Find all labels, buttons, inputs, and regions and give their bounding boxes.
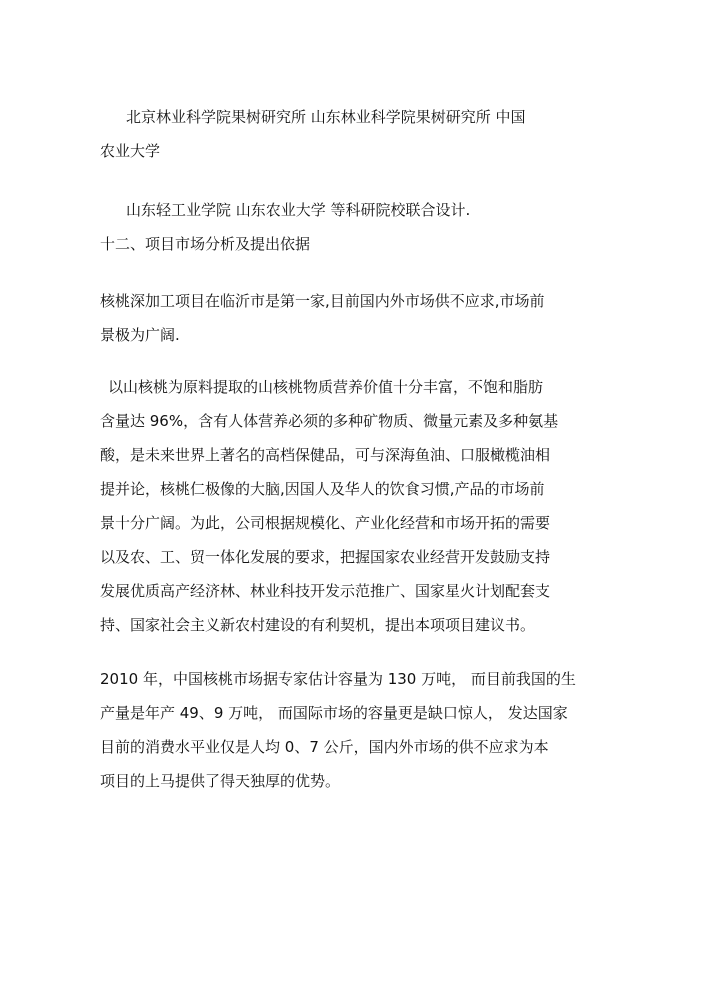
text-line: 产量是年产 49、9 万吨， 而国际市场的容量更是缺口惊人， 发达国家: [100, 704, 568, 722]
text-line: 目前的消费水平业仅是人均 0、7 公斤，国内外市场的供不应求为本: [100, 738, 549, 756]
text-line: 核桃深加工项目在临沂市是第一家,目前国内外市场供不应求,市场前: [100, 292, 545, 310]
text-line: 提并论，核桃仁极像的大脑,因国人及华人的饮食习惯,产品的市场前: [100, 480, 545, 498]
text-line: 农业大学: [100, 142, 161, 160]
text-line: 北京林业科学院果树研究所 山东林业科学院果树研究所 中国: [126, 108, 526, 126]
text-line: 景极为广阔.: [100, 326, 180, 344]
text-line: 项目的上马提供了得天独厚的优势。: [100, 772, 341, 790]
text-line: 景十分广阔。为此，公司根据规模化、产业化经营和市场开拓的需要: [100, 514, 551, 532]
section-heading: [100, 227, 600, 261]
text-line: 含量达 96%，含有人体营养必须的多种矿物质、微量元素及多种氨基: [100, 412, 559, 430]
text-line: 以山核桃为原料提取的山核桃物质营养价值十分丰富，不饱和脂肪: [108, 378, 544, 396]
text-line: 酸，是未来世界上著名的高档保健品，可与深海鱼油、口服橄榄油相: [100, 446, 551, 464]
institutions-paragraph-continued: [100, 193, 600, 227]
market-capacity-paragraph: [100, 662, 600, 798]
institutions-paragraph: [100, 100, 600, 168]
text-line: 以及农、工、贸一体化发展的要求，把握国家农业经营开发鼓励支持: [100, 548, 551, 566]
text-line: 山东轻工业学院 山东农业大学 等科研院校联合设计.: [126, 201, 471, 219]
nutrition-paragraph: [100, 370, 600, 642]
market-intro-paragraph: [100, 284, 600, 352]
text-line: 持、国家社会主义新农村建设的有利契机，提出本项项目建议书。: [100, 616, 536, 634]
text-line: 发展优质高产经济林、林业科技开发示范推广、国家星火计划配套支: [100, 582, 551, 600]
text-line: 2010 年，中国核桃市场据专家估计容量为 130 万吨， 而目前我国的生: [100, 670, 576, 688]
text-line: 十二、项目市场分析及提出依据: [100, 235, 311, 253]
